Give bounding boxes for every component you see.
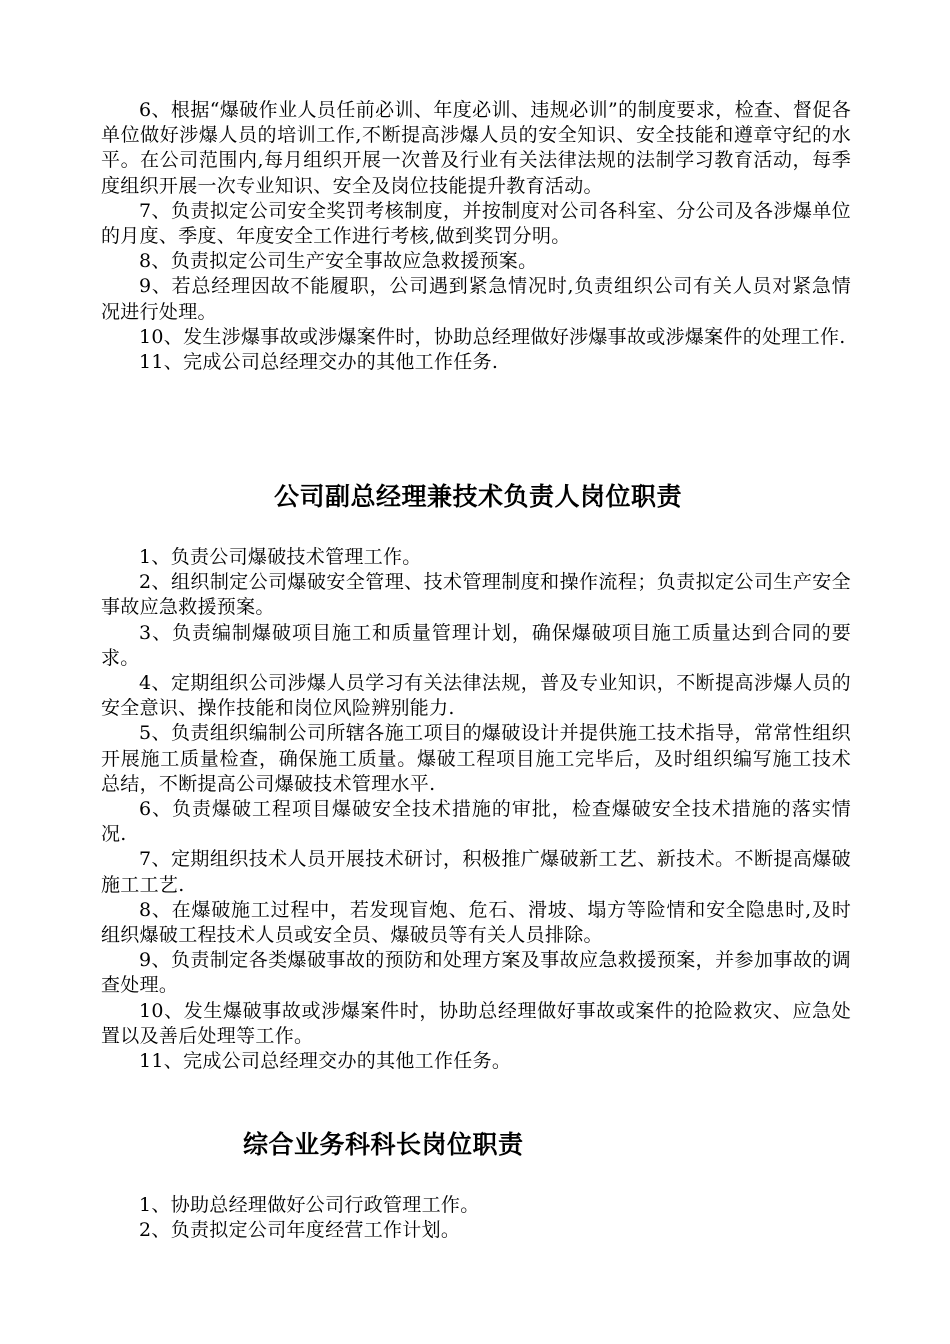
duty-item: 1、负责公司爆破技术管理工作。 — [139, 546, 422, 568]
section-technical-lead-duties — [101, 545, 851, 1074]
duty-item: 3、负责编制爆破项目施工和质量管理计划，确保爆破项目施工质量达到合同的要求。 — [101, 621, 851, 669]
duty-item: 9、负责制定各类爆破事故的预防和处理方案及事故应急救援预案，并参加事故的调查处理。 — [101, 949, 851, 997]
section-title-technical-lead: 公司副总经理兼技术负责人岗位职责 — [274, 482, 683, 511]
duty-item: 11、完成公司总经理交办的其他工作任务. — [139, 351, 499, 374]
section-deputy-gm-duties-continued — [101, 98, 851, 375]
duty-item: 11、完成公司总经理交办的其他工作任务。 — [139, 1050, 512, 1073]
duty-item: 10、发生涉爆事故或涉爆案件时，协助总经理做好涉爆事故或涉爆案件的处理工作. — [139, 325, 846, 348]
duty-item: 8、在爆破施工过程中，若发现盲炮、危石、滑坡、塌方等险情和安全隐患时,及时组织爆破工程技术人员或安全员、爆破员等有关人员排除。 — [101, 898, 851, 947]
duty-item: 8、负责拟定公司生产安全事故应急救援预案。 — [139, 250, 538, 273]
duty-item: 6、负责爆破工程项目爆破安全技术措施的审批，检查爆破安全技术措施的落实情况. — [101, 798, 851, 846]
duty-item: 4、定期组织公司涉爆人员学习有关法律法规，普及专业知识，不断提高涉爆人员的安全意识、操作技能和岗位风险辨别能力. — [101, 672, 851, 720]
duty-item: 7、负责拟定公司安全奖罚考核制度，并按制度对公司各科室、分公司及各涉爆单位的月度、季度、年度安全工作进行考核,做到奖罚分明。 — [101, 199, 851, 248]
duty-item: 2、组织制定公司爆破安全管理、技术管理制度和操作流程；负责拟定公司生产安全事故应急救援预案。 — [101, 571, 851, 619]
duty-item: 9、若总经理因故不能履职，公司遇到紧急情况时,负责组织公司有关人员对紧急情况进行处理。 — [101, 275, 851, 323]
section-general-affairs-chief-duties — [101, 1193, 851, 1243]
duty-item: 6、根据“爆破作业人员任前必训、年度必训、违规必训”的制度要求，检查、督促各单位做好涉爆人员的培训工作,不断提高涉爆人员的安全知识、安全技能和遵章守纪的水平。在公司范围内,每月组织开展一次普及行业有关法律法规的法制学习教育活动，每季度组织开展一次专业知识、安全及岗位技能提升教育活动。 — [101, 99, 851, 197]
duty-item: 1、协助总经理做好公司行政管理工作。 — [139, 1194, 480, 1216]
duty-item: 2、负责拟定公司年度经营工作计划。 — [139, 1219, 461, 1242]
duty-item: 5、负责组织编制公司所辖各施工项目的爆破设计并提供施工技术指导，常常性组织开展施工质量检查，确保施工质量。爆破工程项目施工完毕后，及时组织编写施工技术总结，不断提高公司爆破技术管理水平. — [101, 722, 851, 795]
section-title-general-affairs-chief: 综合业务科科长岗位职责 — [243, 1130, 524, 1159]
duty-item: 10、发生爆破事故或涉爆案件时，协助总经理做好事故或案件的抢险救灾、应急处置以及善后处理等工作。 — [101, 999, 851, 1047]
duty-item: 7、定期组织技术人员开展技术研讨，积极推广爆破新工艺、新技术。不断提高爆破施工工艺. — [101, 848, 851, 896]
